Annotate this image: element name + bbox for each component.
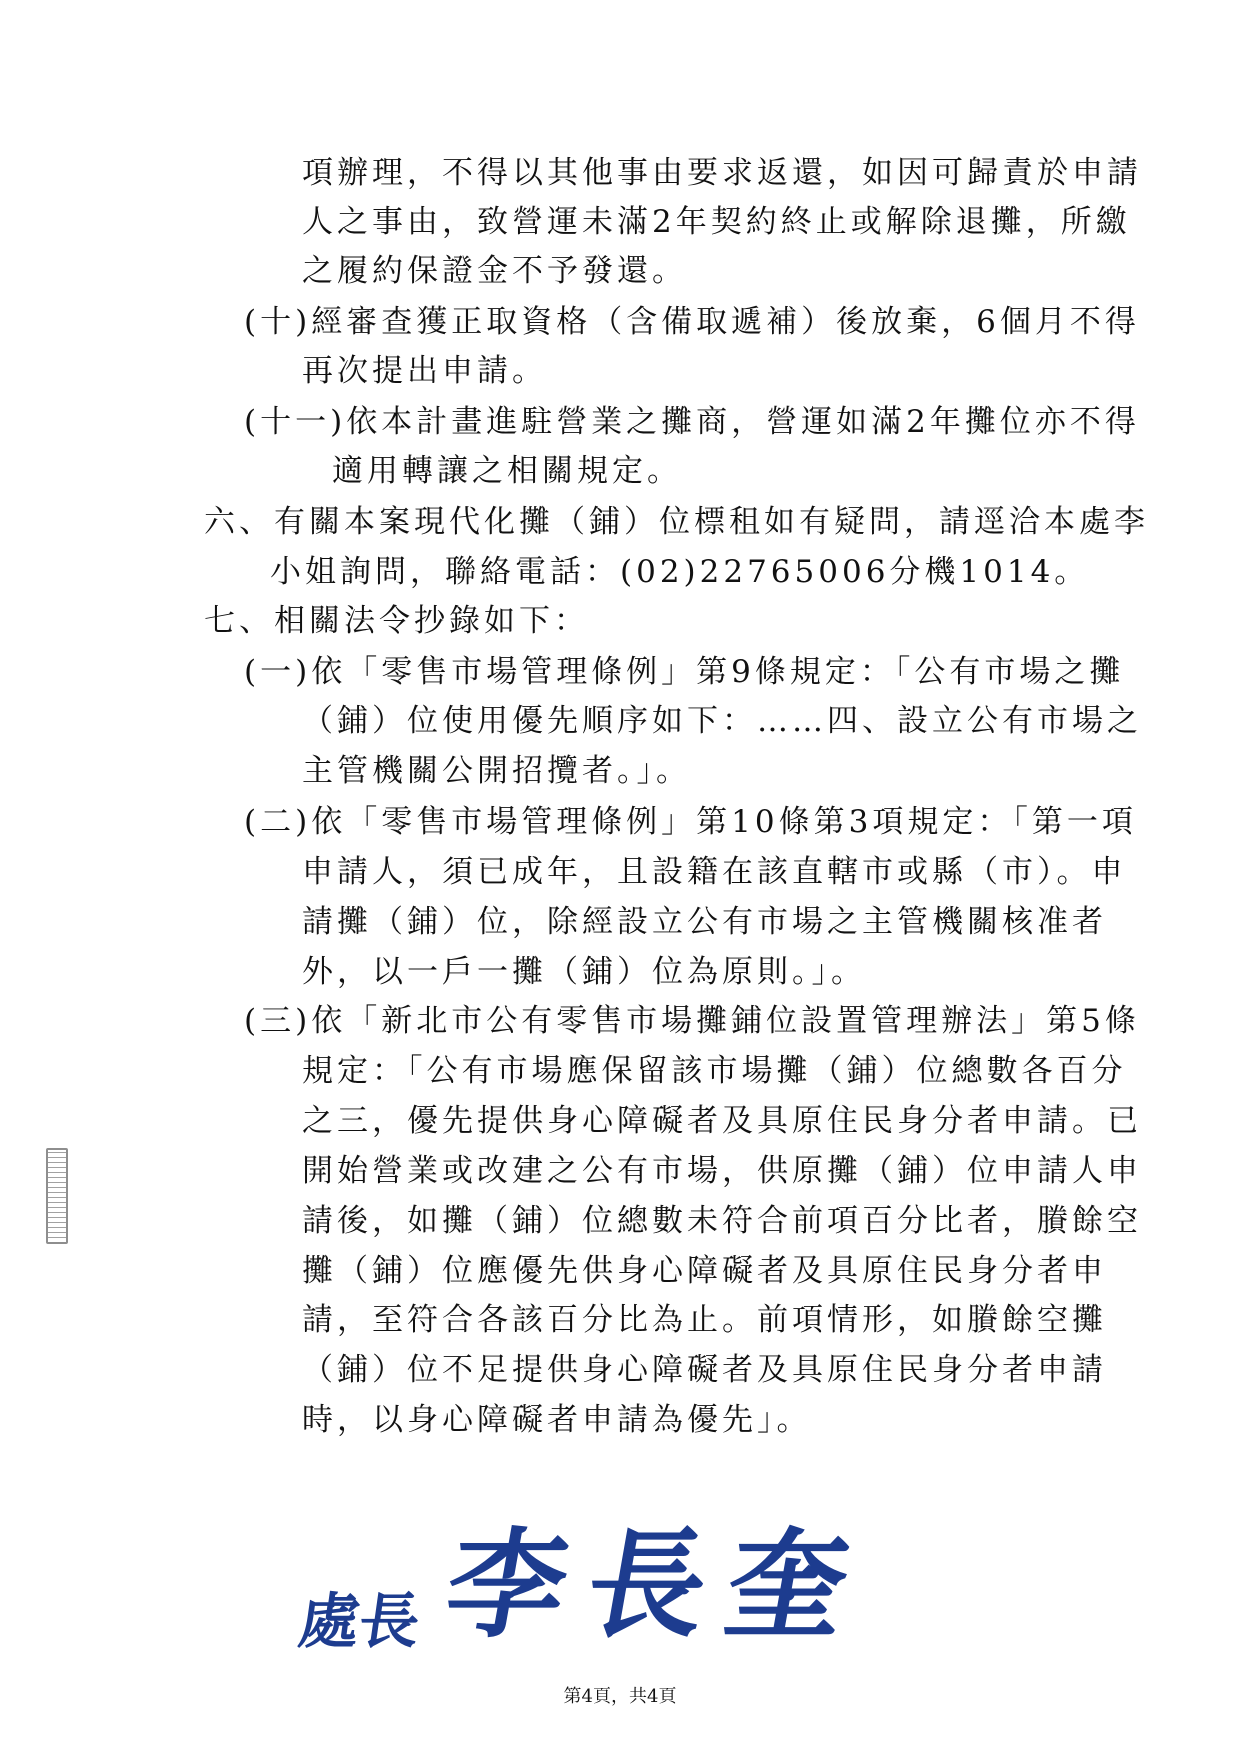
text-line: 小姐詢問，聯絡電話：(02)22765006分機1014。 bbox=[270, 554, 1090, 590]
text-line: 時，以身心障礙者申請為優先」。 bbox=[302, 1402, 812, 1438]
text-line: (三)依「新北市公有零售市場攤鋪位設置管理辦法」第5條 bbox=[244, 1003, 1140, 1039]
text-line: 人之事由，致營運未滿2年契約終止或解除退攤，所繳 bbox=[302, 204, 1131, 240]
text-line: (十一)依本計畫進駐營業之攤商，營運如滿2年攤位亦不得 bbox=[244, 404, 1140, 440]
text-line: 主管機關公開招攬者。」。 bbox=[302, 753, 691, 789]
text-line: （鋪）位使用優先順序如下：……四、設立公有市場之 bbox=[302, 703, 1142, 739]
text-line: 之三，優先提供身心障礙者及具原住民身分者申請。已 bbox=[302, 1103, 1142, 1139]
text-line: 請，至符合各該百分比為止。前項情形，如賸餘空攤 bbox=[302, 1302, 1107, 1338]
text-line: 外，以一戶一攤（鋪）位為原則。」。 bbox=[302, 954, 866, 990]
page-number: 第4頁，共4頁 bbox=[563, 1686, 677, 1707]
text-line: 六、有關本案現代化攤（鋪）位標租如有疑問，請逕洽本處李 bbox=[204, 504, 1149, 540]
text-line: 攤（鋪）位應優先供身心障礙者及具原住民身分者申 bbox=[302, 1253, 1107, 1289]
text-line: (十)經審查獲正取資格（含備取遞補）後放棄，6個月不得 bbox=[244, 304, 1140, 340]
text-line: （鋪）位不足提供身心障礙者及具原住民身分者申請 bbox=[302, 1352, 1107, 1388]
text-line: (二)依「零售市場管理條例」第10條第3項規定：「第一項 bbox=[244, 804, 1137, 840]
signature-title: 處長 bbox=[294, 1587, 425, 1657]
text-line: 請攤（鋪）位，除經設立公有市場之主管機關核准者 bbox=[302, 904, 1107, 940]
signature-name: 李長奎 bbox=[436, 1515, 881, 1654]
text-line: 七、相關法令抄錄如下： bbox=[204, 603, 589, 639]
text-line: 適用轉讓之相關規定。 bbox=[332, 453, 682, 489]
text-line: 再次提出申請。 bbox=[302, 353, 547, 389]
text-line: 項辦理，不得以其他事由要求返還，如因可歸責於申請 bbox=[302, 155, 1142, 191]
text-line: 開始營業或改建之公有市場，供原攤（鋪）位申請人申 bbox=[302, 1153, 1142, 1189]
seal-stamp bbox=[46, 1148, 68, 1244]
text-line: 請後，如攤（鋪）位總數未符合前項百分比者，賸餘空 bbox=[302, 1203, 1142, 1239]
text-line: (一)依「零售市場管理條例」第9條規定：「公有市場之攤 bbox=[244, 654, 1125, 690]
text-line: 規定：「公有市場應保留該市場攤（鋪）位總數各百分 bbox=[302, 1053, 1127, 1089]
text-line: 之履約保證金不予發還。 bbox=[302, 253, 687, 289]
text-line: 申請人，須已成年，且設籍在該直轄市或縣（市）。申 bbox=[302, 854, 1127, 890]
signature-stamp bbox=[294, 1490, 881, 1660]
